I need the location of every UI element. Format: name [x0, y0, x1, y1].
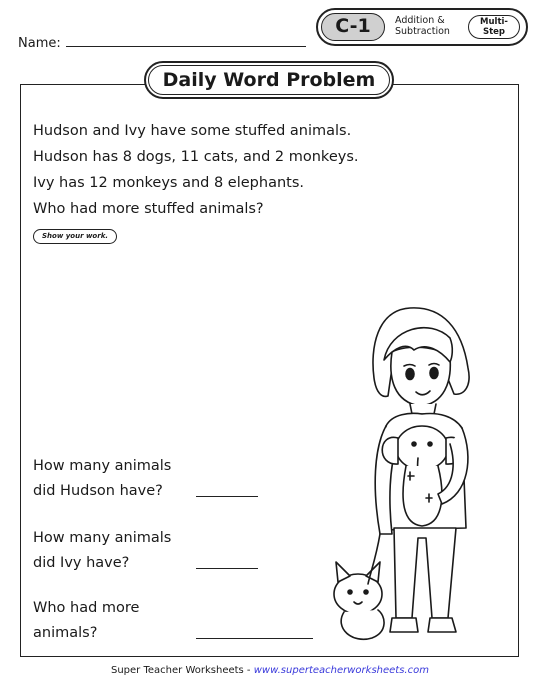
problem-line: Who had more stuffed animals? [33, 201, 264, 217]
name-label: Name: [18, 36, 61, 51]
level-line-2: Step [482, 27, 506, 37]
footer [0, 665, 540, 676]
question-hudson [33, 454, 208, 504]
show-work-badge: Show your work. [33, 229, 117, 244]
footer-url-link[interactable]: www.superteacherworksheets.com [253, 665, 429, 676]
question-more [33, 596, 208, 646]
girl-with-stuffed-animals-illustration [322, 298, 522, 658]
name-answer-line[interactable] [66, 46, 306, 47]
title-badge [144, 61, 394, 99]
topic-label [395, 15, 465, 37]
level-badge [468, 15, 520, 39]
problem-line: Hudson has 8 dogs, 11 cats, and 2 monkeys. [33, 149, 359, 165]
question-line: How many animals [33, 530, 172, 546]
topic-line-2: Subtraction [395, 26, 450, 37]
question-line: did Hudson have? [33, 483, 163, 499]
question-line: How many animals [33, 458, 172, 474]
question-line: Who had more [33, 600, 140, 616]
question-ivy [33, 526, 208, 576]
answer-line-hudson[interactable] [196, 496, 258, 497]
problem-line: Hudson and Ivy have some stuffed animals. [33, 123, 352, 139]
answer-line-ivy[interactable] [196, 568, 258, 569]
problem-text [33, 118, 403, 222]
worksheet-code: C-1 [321, 13, 385, 41]
answer-line-more[interactable] [196, 638, 313, 639]
page-title: Daily Word Problem [148, 65, 390, 95]
topic-line-1: Addition & [395, 15, 445, 26]
problem-line: Ivy has 12 monkeys and 8 elephants. [33, 175, 304, 191]
worksheet-code-badge [316, 8, 528, 46]
question-line: did Ivy have? [33, 555, 130, 571]
level-line-1: Multi- [480, 17, 508, 27]
footer-brand: Super Teacher Worksheets - [111, 665, 254, 676]
question-line: animals? [33, 625, 98, 641]
